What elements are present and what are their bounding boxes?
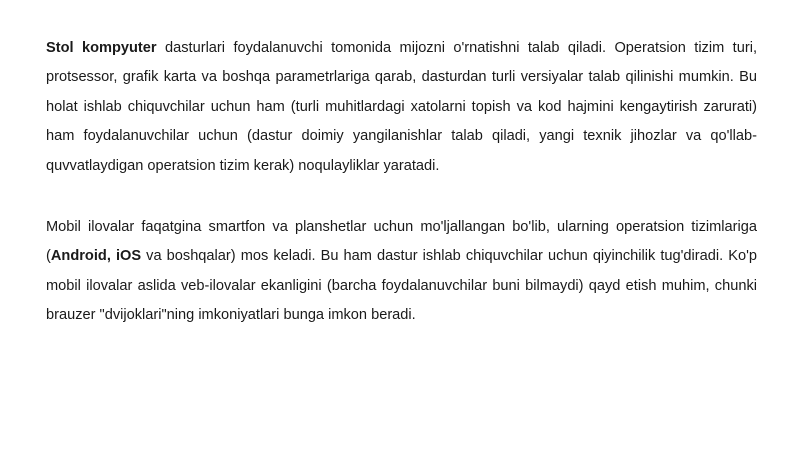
paragraph-text: dasturlari foydalanuvchi tomonida mijozni o'rnatishni talab qiladi. Operatsion tizim turi, protsessor, grafik karta va boshqa parametrlariga qarab, dasturdan turli versiyalar talab qilinishi mumkin. Bu holat ishlab chiquvchilar uchun ham (turli muhitlardagi xatolarni topish va kod hajmini kengaytirish zarurati) ham foydalanuvchilar uchun (dastur doimiy yangilanishlar talab qiladi, yangi texnik jihozlar va qo'llab-quvvatlaydigan operatsion tizim kerak) noqulayliklar yaratadi. [46,40,757,174]
bold-term-android: Android [50,248,107,265]
paragraph-mobile-apps [46,213,757,331]
paragraph-text: Mobil ilovalar faqatgina smartfon va planshetlar uchun mo'ljallangan bo'lib, ularning operatsion tizimlariga ( [46,219,757,265]
paragraph-desktop-software [46,34,757,181]
bold-term-ios: iOS [115,248,142,265]
bold-separator: , [106,248,116,265]
paragraph-text: va boshqalar) mos keladi. Bu ham dastur ishlab chiquvchilar uchun qiyinchilik tug'diradi. Ko'p mobil ilovalar aslida veb-ilovalar ekanligini (barcha foydalanuvchilar buni bilmaydi) qayd etish muhim, chunki brauzer "dvijoklari"ning imkoniyatlari bunga imkon beradi. [46,248,757,324]
bold-term-desktop: Stol kompyuter [46,40,157,56]
